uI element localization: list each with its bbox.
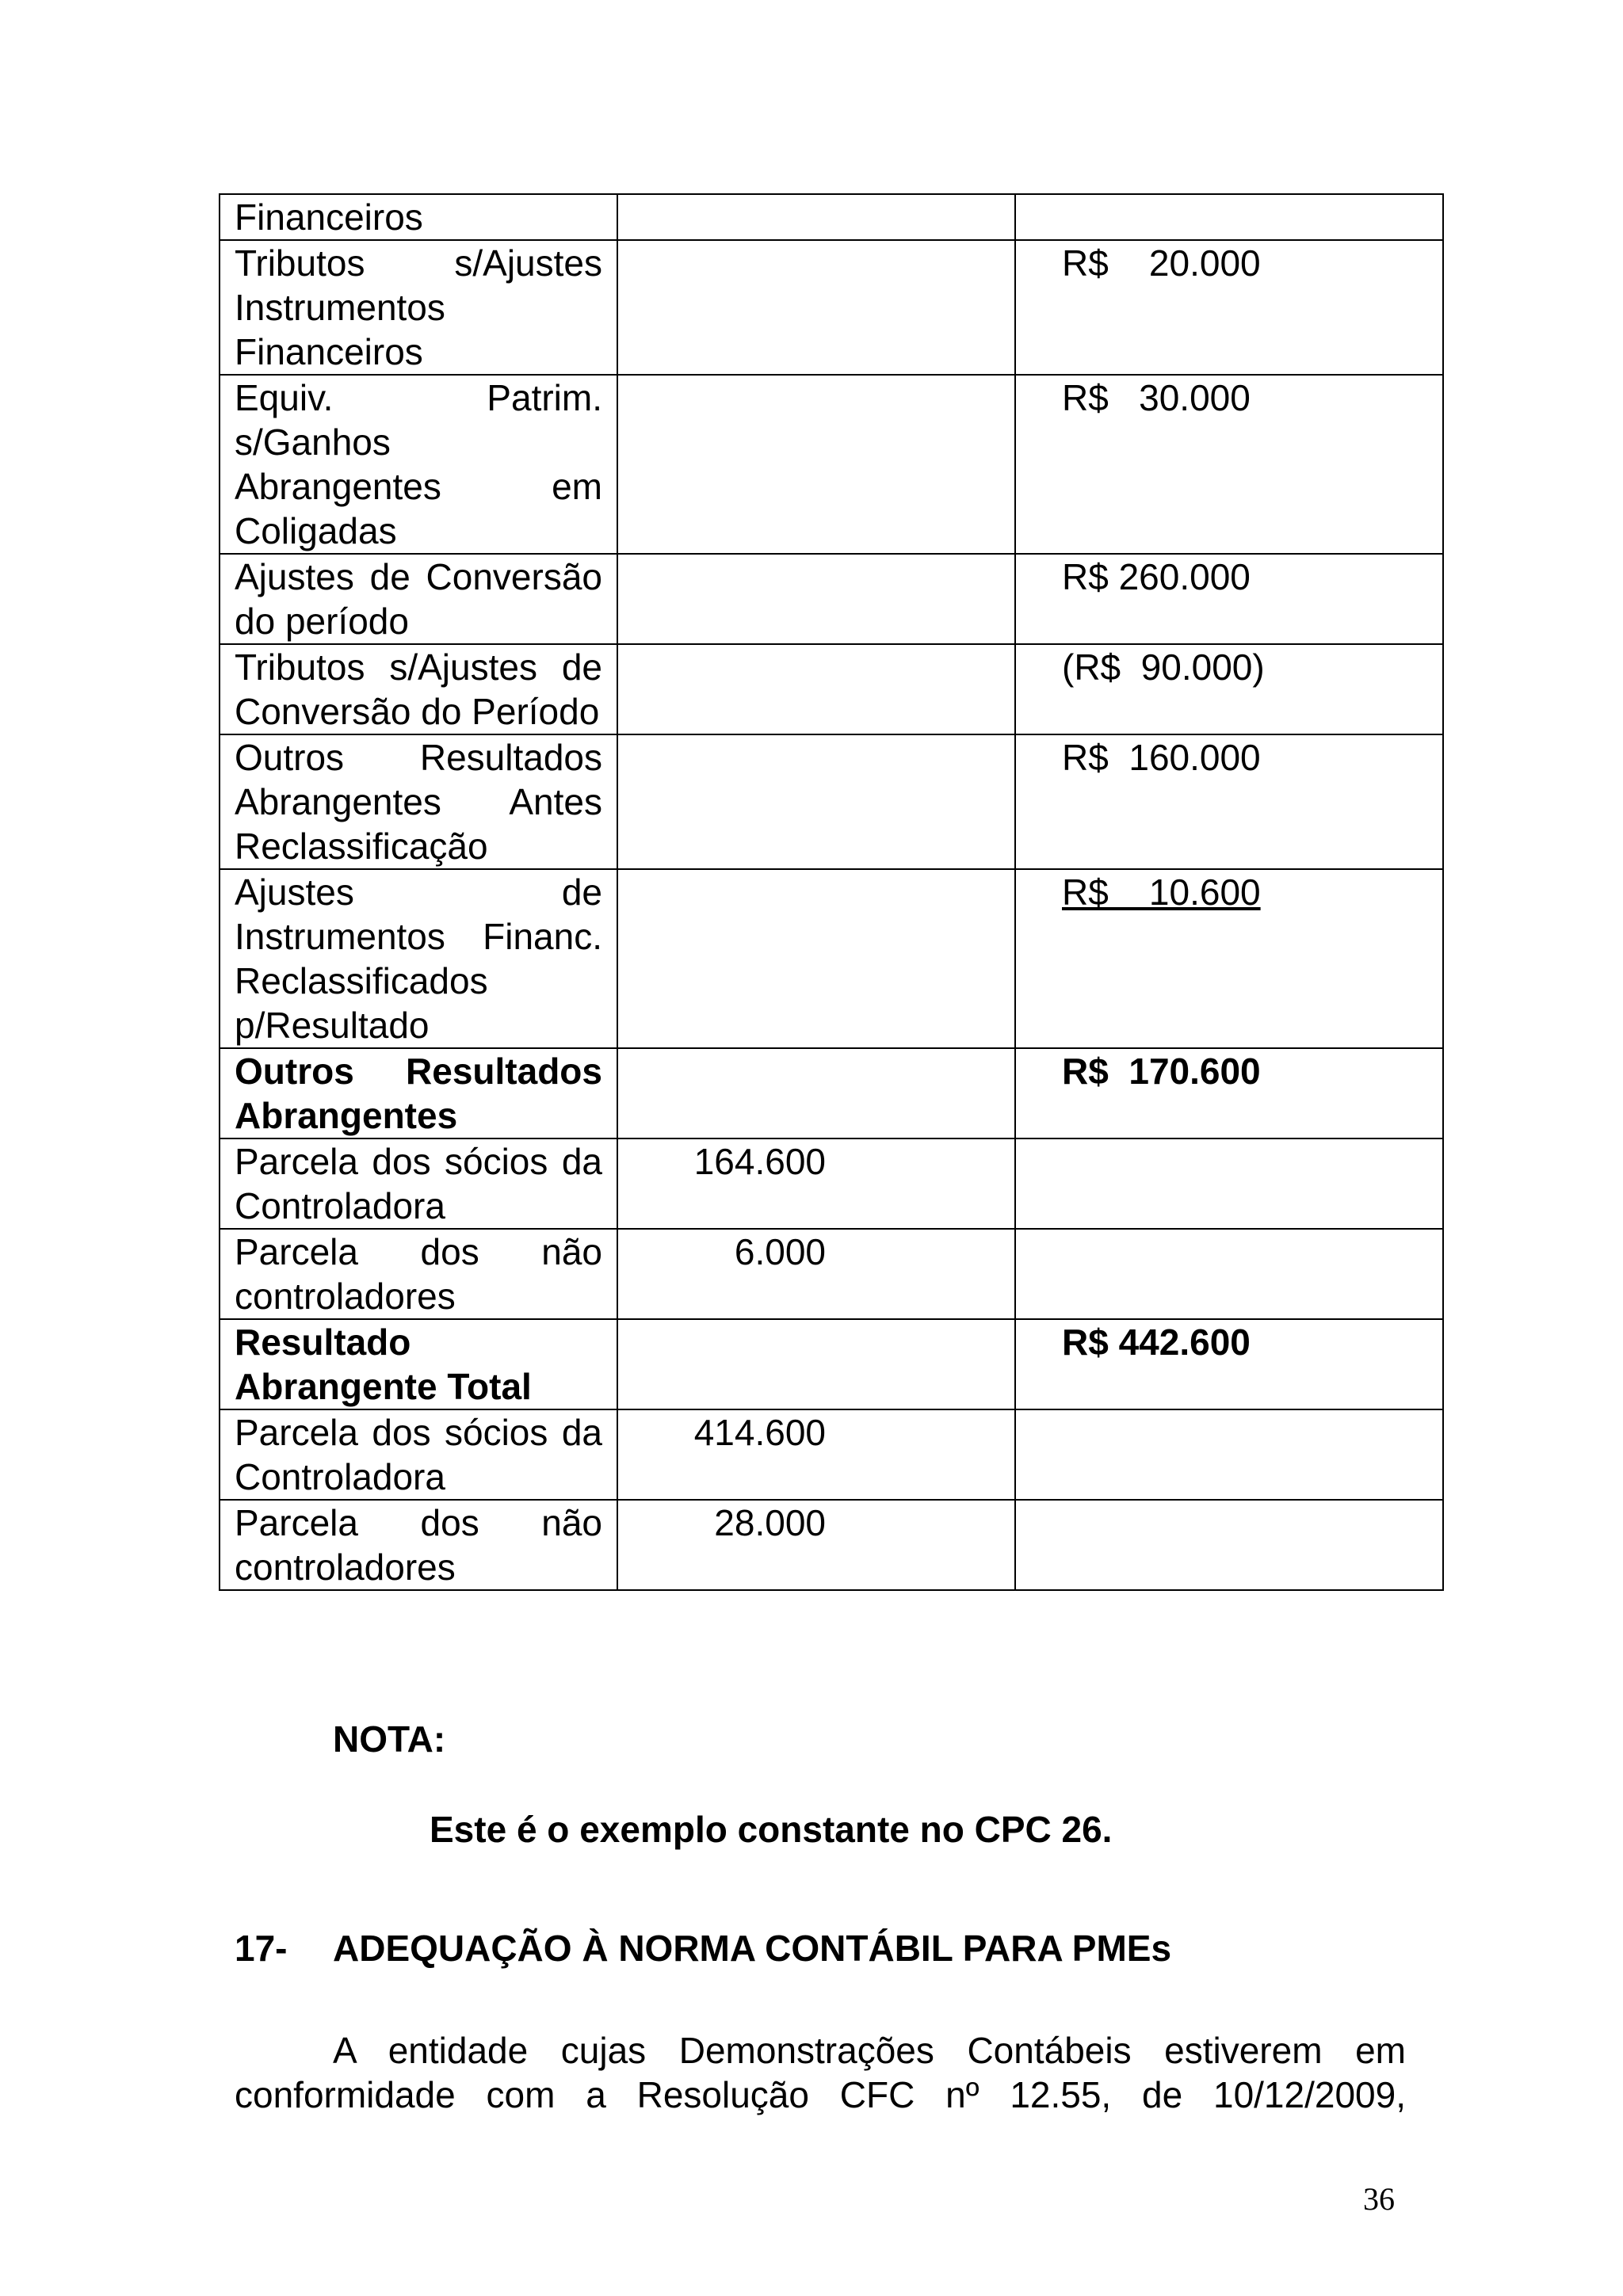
row-total-value: (R$ 90.000) <box>1062 646 1265 688</box>
row-partial-cell <box>617 194 1015 240</box>
row-label: Tributos s/Ajustes Instrumentos Financeiros <box>235 242 602 372</box>
row-label-cell <box>220 1500 617 1590</box>
row-partial-cell <box>617 240 1015 375</box>
row-partial-value: 414.600 <box>693 1412 826 1453</box>
row-partial-cell <box>617 1500 1015 1590</box>
row-label-cell <box>220 1229 617 1319</box>
row-total-cell <box>1015 644 1443 734</box>
table-row <box>220 734 1443 869</box>
note-text: Este é o exemplo constante no CPC 26. <box>430 1809 1113 1850</box>
row-partial-cell <box>617 1048 1015 1138</box>
row-partial-value: 164.600 <box>693 1141 826 1182</box>
row-label: Outros Resultados Abrangentes <box>235 1051 602 1136</box>
page-number: 36 <box>1363 2181 1395 2217</box>
row-total-value: R$ 160.000 <box>1062 737 1261 778</box>
table-row <box>220 1229 1443 1319</box>
row-label-cell <box>220 1319 617 1409</box>
row-partial-cell <box>617 1319 1015 1409</box>
row-total-value: R$ 170.600 <box>1062 1051 1261 1092</box>
table-body <box>220 194 1443 1590</box>
row-total-cell <box>1015 1229 1443 1319</box>
comprehensive-income-table <box>219 193 1444 1591</box>
note-heading: NOTA: <box>333 1718 446 1760</box>
row-partial-cell <box>617 1138 1015 1229</box>
table-row <box>220 240 1443 375</box>
row-partial-cell <box>617 734 1015 869</box>
table-row <box>220 1138 1443 1229</box>
row-label-cell <box>220 869 617 1048</box>
row-partial-cell <box>617 1229 1015 1319</box>
row-label-cell <box>220 194 617 240</box>
table-row <box>220 554 1443 644</box>
row-label-cell <box>220 1048 617 1138</box>
row-label: Parcela dos sócios da Controladora <box>235 1141 602 1226</box>
row-total-cell <box>1015 240 1443 375</box>
table-row <box>220 1048 1443 1138</box>
table-row <box>220 194 1443 240</box>
table-row <box>220 1409 1443 1500</box>
row-label: Resultado Abrangente Total <box>235 1322 532 1407</box>
row-label-cell <box>220 240 617 375</box>
row-total-value: R$ 30.000 <box>1062 377 1251 418</box>
row-partial-cell <box>617 554 1015 644</box>
row-label: Parcela dos não controladores <box>235 1231 602 1317</box>
row-total-value: R$ 20.000 <box>1062 242 1261 284</box>
row-partial-cell <box>617 375 1015 554</box>
row-partial-cell <box>617 869 1015 1048</box>
table-row <box>220 869 1443 1048</box>
row-total-cell <box>1015 1319 1443 1409</box>
row-total-cell <box>1015 1138 1443 1229</box>
row-total-value: R$ 10.600 <box>1062 871 1261 913</box>
row-partial-value: 6.000 <box>734 1231 826 1272</box>
row-total-cell <box>1015 1500 1443 1590</box>
row-total-value: R$ 442.600 <box>1062 1322 1251 1363</box>
row-label: Parcela dos não controladores <box>235 1502 602 1588</box>
row-partial-cell <box>617 1409 1015 1500</box>
row-total-value: R$ 260.000 <box>1062 556 1251 597</box>
row-label-cell <box>220 1409 617 1500</box>
row-total-cell <box>1015 734 1443 869</box>
row-total-cell <box>1015 554 1443 644</box>
table-row <box>220 375 1443 554</box>
table-row <box>220 1319 1443 1409</box>
body-paragraph: A entidade cujas Demonstrações Contábeis estiverem em conformidade com a Resolução CFC nº 12.55, de 10/12/2009, <box>235 2030 1406 2115</box>
row-label-cell <box>220 375 617 554</box>
section-title: ADEQUAÇÃO À NORMA CONTÁBIL PARA PMEs <box>333 1928 1172 1969</box>
table-row <box>220 1500 1443 1590</box>
row-label: Tributos s/Ajustes de Conversão do Período <box>235 646 602 732</box>
row-label: Ajustes de Conversão do período <box>235 556 602 642</box>
row-total-cell <box>1015 869 1443 1048</box>
row-label: Parcela dos sócios da Controladora <box>235 1412 602 1497</box>
row-label: Equiv. Patrim. s/Ganhos Abrangentes em Coligadas <box>235 377 602 551</box>
row-partial-value: 28.000 <box>714 1502 826 1543</box>
row-label: Ajustes de Instrumentos Financ. Reclassificados p/Resultado <box>235 871 602 1046</box>
section-number: 17- <box>235 1928 288 1969</box>
table-row <box>220 644 1443 734</box>
row-label-cell <box>220 734 617 869</box>
row-label-cell <box>220 644 617 734</box>
row-partial-cell <box>617 644 1015 734</box>
row-total-cell <box>1015 375 1443 554</box>
row-total-cell <box>1015 194 1443 240</box>
row-label-cell <box>220 1138 617 1229</box>
row-total-cell <box>1015 1048 1443 1138</box>
row-label: Outros Resultados Abrangentes Antes Reclassificação <box>235 737 602 867</box>
row-label: Financeiros <box>235 196 423 238</box>
row-label-cell <box>220 554 617 644</box>
row-total-cell <box>1015 1409 1443 1500</box>
